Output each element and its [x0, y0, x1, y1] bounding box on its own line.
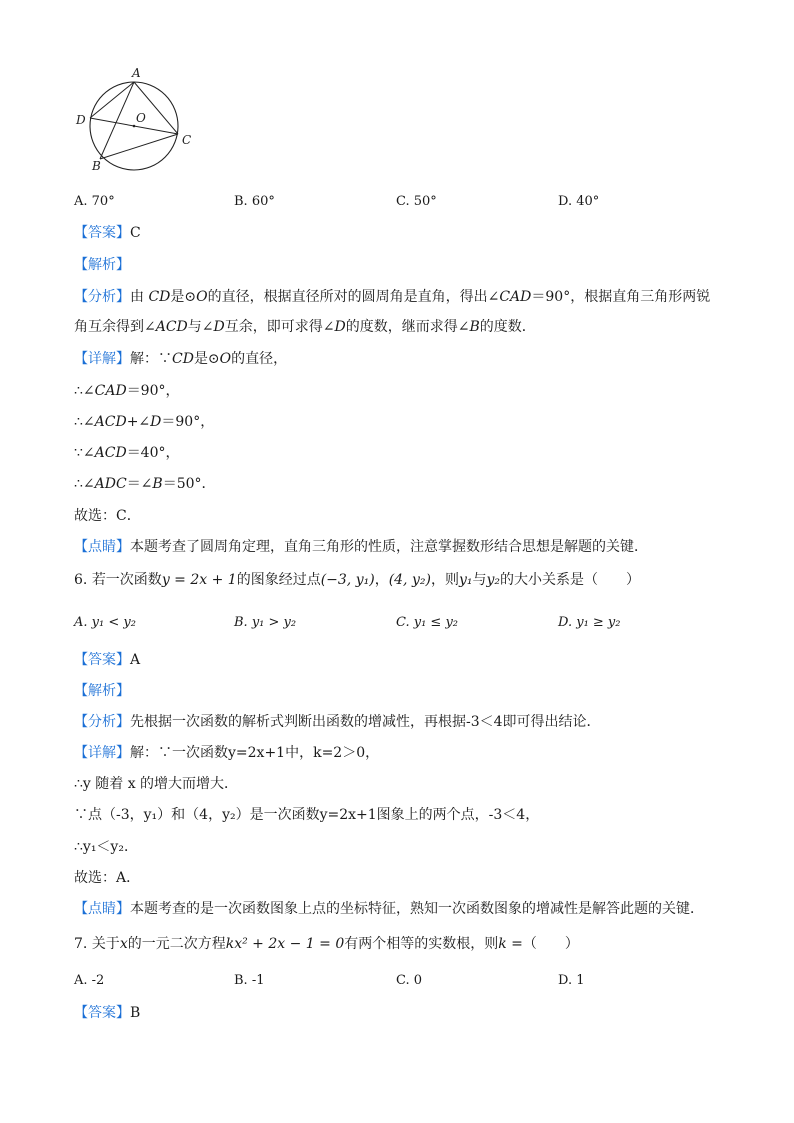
- q5-choose: 故选：C．: [74, 508, 141, 524]
- q5-option-b: B. 60°: [234, 194, 275, 209]
- label-c: C: [182, 133, 192, 147]
- q5-analysis-heading: 【解析】: [74, 257, 130, 273]
- q5-step-2: ∴∠ACD+∠D＝90°，: [74, 414, 215, 430]
- q6-detail: 【详解】解：∵一次函数y=2x+1中，k=2＞0，: [74, 745, 380, 761]
- q6-option-d: D. y₁ ≥ y₂: [558, 615, 621, 630]
- q7-option-c: C. 0: [396, 973, 423, 988]
- q5-option-a: A. 70°: [74, 194, 115, 209]
- q6-comment: 【点睛】本题考查的是一次函数图象上点的坐标特征，熟知一次函数图象的增减性是解答此题的关键．: [74, 901, 704, 917]
- center-point: [133, 125, 136, 128]
- q6-answer: 【答案】A: [74, 652, 141, 668]
- q7-option-d: D. 1: [558, 973, 585, 988]
- label-o: O: [136, 111, 146, 125]
- q6-option-c: C. y₁ ≤ y₂: [396, 615, 459, 630]
- q6-step-3: ∴y₁＜y₂．: [74, 839, 138, 855]
- q5-step-4: ∴∠ADC＝∠B＝50°．: [74, 476, 216, 492]
- q7-option-b: B. -1: [234, 973, 265, 988]
- q5-comment: 【点睛】本题考查了圆周角定理，直角三角形的性质，注意掌握数形结合思想是解题的关键．: [74, 539, 648, 555]
- q7-answer: 【答案】B: [74, 1005, 141, 1021]
- q6-option-a: A. y₁ < y₂: [74, 615, 136, 630]
- q5-detail: 【详解】解：∵CD是⊙O的直径，: [74, 351, 288, 367]
- q6-step-1: ∴y 随着 x 的增大而增大．: [74, 776, 239, 792]
- q5-step-3: ∵∠ACD＝40°，: [74, 445, 180, 461]
- q6-choose: 故选：A．: [74, 870, 141, 886]
- q7-stem: 7. 关于x的一元二次方程kx² + 2x − 1 = 0有两个相等的实数根，则k =（ ）: [74, 936, 579, 952]
- q5-step-1: ∴∠CAD＝90°，: [74, 383, 180, 399]
- q6-analysis-heading: 【解析】: [74, 683, 130, 699]
- q6-stem: 6. 若一次函数y = 2x + 1的图象经过点(−3, y₁)，(4, y₂)，则y₁与y₂的大小关系是（ ）: [74, 572, 641, 588]
- segment-ac: [134, 82, 178, 134]
- q6-step-2: ∵点（-3，y₁）和（4，y₂）是一次函数y=2x+1图象上的两个点，-3＜4，: [74, 807, 540, 823]
- q5-option-d: D. 40°: [558, 194, 600, 209]
- q5-option-c: C. 50°: [396, 194, 437, 209]
- q6-option-b: B. y₁ > y₂: [234, 615, 297, 630]
- label-b: B: [92, 159, 101, 173]
- label-a: A: [132, 68, 141, 80]
- q6-fenxi: 【分析】先根据一次函数的解析式判断出函数的增减性，再根据-3＜4即可得出结论．: [74, 714, 601, 730]
- label-d: D: [76, 113, 86, 127]
- q5-answer: 【答案】C: [74, 225, 141, 241]
- q7-option-a: A. -2: [74, 973, 105, 988]
- circle-figure: [72, 68, 202, 178]
- q5-fenxi-line2: 角互余得到∠ACD与∠D互余，即可求得∠D的度数，继而求得∠B的度数．: [74, 319, 536, 335]
- q5-fenxi-line1: 【分析】由 CD是⊙O的直径，根据直径所对的圆周角是直角，得出∠CAD＝90°，根据直角三角形两锐: [74, 289, 711, 305]
